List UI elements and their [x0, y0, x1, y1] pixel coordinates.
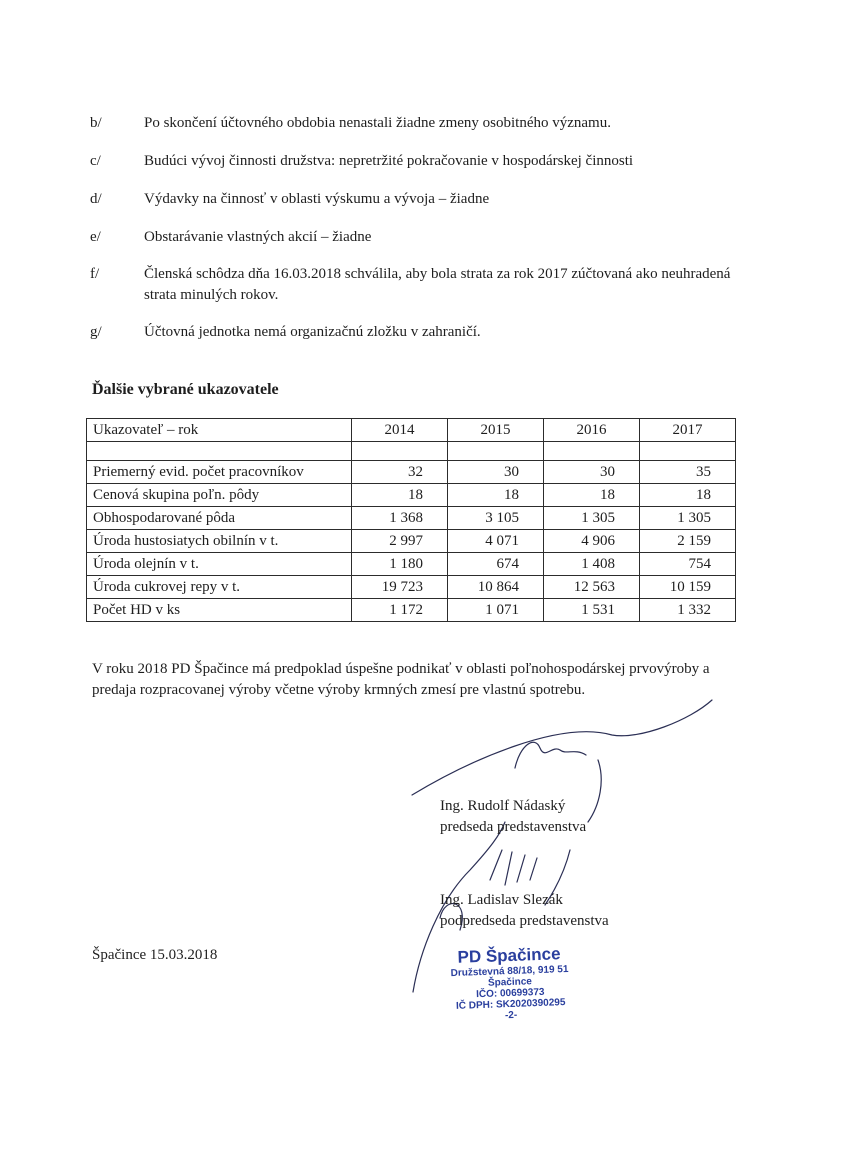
stamp-ic-dph: IČ DPH: SK2020390295 [455, 997, 566, 1012]
cell-value: 1 408 [544, 553, 640, 576]
cell-value: 3 105 [448, 507, 544, 530]
cell-value: 1 180 [352, 553, 448, 576]
year-2014: 2014 [352, 419, 448, 442]
cell-value: 1 071 [448, 599, 544, 622]
cell-value: 10 864 [448, 576, 544, 599]
row-label: Úroda hustosiatych obilnín v t. [87, 530, 352, 553]
signature-1-line [412, 700, 712, 795]
year-2016: 2016 [544, 419, 640, 442]
section-heading: Ďalšie vybrané ukazovatele [92, 381, 279, 398]
cell-value: 30 [448, 461, 544, 484]
item-text: Po skončení účtovného obdobia nenastali žiadne zmeny osobitného významu. [144, 115, 611, 131]
signatory-2 [440, 890, 609, 932]
cell-value: 35 [640, 461, 736, 484]
place-date: Špačince 15.03.2018 [92, 947, 218, 963]
cell-value: 32 [352, 461, 448, 484]
cell-value: 4 906 [544, 530, 640, 553]
cell-value: 1 332 [640, 599, 736, 622]
signatory-2-role: podpredseda predstavenstva [440, 913, 609, 929]
cell-value: 1 172 [352, 599, 448, 622]
signatory-1-name: Ing. Rudolf Nádaský [440, 798, 566, 814]
cell-value: 18 [544, 484, 640, 507]
year-2015: 2015 [448, 419, 544, 442]
cell-value: 2 997 [352, 530, 448, 553]
item-text: Obstarávanie vlastných akcií – žiadne [144, 229, 372, 245]
item-marker: g/ [90, 324, 102, 340]
cell-value: 754 [640, 553, 736, 576]
cell-value: 674 [448, 553, 544, 576]
row-label: Obhospodarované pôda [87, 507, 352, 530]
cell-value: 18 [640, 484, 736, 507]
row-label: Úroda olejnín v t. [87, 553, 352, 576]
item-text: Účtovná jednotka nemá organizačnú zložku v zahraničí. [144, 324, 481, 340]
stamp-address: Družstevná 88/18, 919 51 Špačince [450, 963, 569, 989]
row-label: Úroda cukrovej repy v t. [87, 576, 352, 599]
signatory-1-role: predseda predstavenstva [440, 819, 587, 835]
row-label: Priemerný evid. počet pracovníkov [87, 461, 352, 484]
item-marker: b/ [90, 115, 102, 131]
signatory-2-name: Ing. Ladislav Slezák [440, 892, 563, 908]
page-number: -2- [504, 1009, 518, 1022]
item-text: Budúci vývoj činnosti družstva: nepretržité pokračovanie v hospodárskej činnosti [144, 153, 634, 169]
cell-value: 4 071 [448, 530, 544, 553]
signature-1-tail [588, 760, 601, 822]
cell-value: 1 531 [544, 599, 640, 622]
cell-value: 10 159 [640, 576, 736, 599]
closing-paragraph: V roku 2018 PD Špačince má predpoklad úspešne podnikať v oblasti poľnohospodárskej prvovýroby a predaja rozpracovanej výroby včetne výroby krmných zmesí pre vlastnú spotrebu. [92, 661, 710, 698]
signatory-1 [440, 796, 586, 838]
item-text: Výdavky na činnosť v oblasti výskumu a vývoja – žiadne [144, 191, 490, 207]
cell-value: 1 305 [544, 507, 640, 530]
item-text: Členská schôdza dňa 16.03.2018 schválila, aby bola strata za rok 2017 zúčtovaná ako neuhradená strata minulých rokov. [144, 266, 731, 303]
header-label: Ukazovateľ – rok [87, 419, 352, 442]
stamp-title: PD Špačince [457, 944, 561, 967]
row-label: Počet HD v ks [87, 599, 352, 622]
item-marker: f/ [90, 266, 100, 282]
item-marker: e/ [90, 229, 101, 245]
row-label: Cenová skupina poľn. pôdy [87, 484, 352, 507]
year-2017: 2017 [640, 419, 736, 442]
item-marker: c/ [90, 153, 101, 169]
stamp-ico: IČO: 00699373 [475, 986, 545, 1001]
cell-value: 30 [544, 461, 640, 484]
cell-value: 19 723 [352, 576, 448, 599]
cell-value: 1 305 [640, 507, 736, 530]
company-stamp [429, 943, 592, 1024]
item-marker: d/ [90, 191, 102, 207]
signature-1-mark [515, 742, 586, 768]
cell-value: 18 [448, 484, 544, 507]
cell-value: 1 368 [352, 507, 448, 530]
cell-value: 12 563 [544, 576, 640, 599]
cell-value: 18 [352, 484, 448, 507]
cell-value: 2 159 [640, 530, 736, 553]
